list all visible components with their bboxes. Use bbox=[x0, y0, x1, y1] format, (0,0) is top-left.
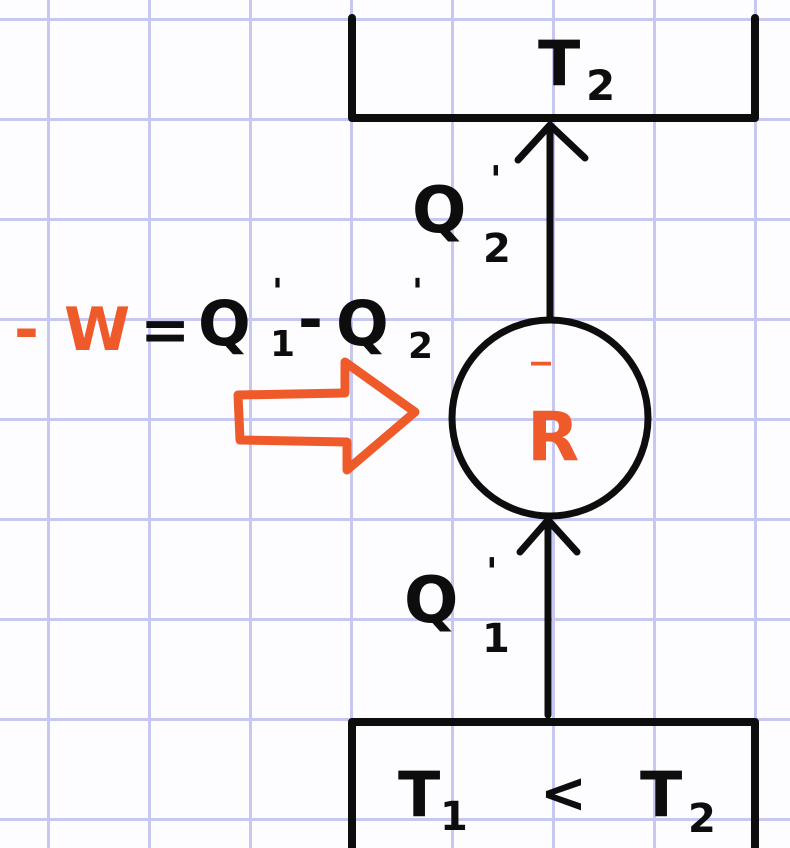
work-symbol: W bbox=[64, 295, 131, 365]
heat-in-symbol: Q bbox=[404, 564, 459, 638]
hot-reservoir-subscript: 2 bbox=[586, 61, 616, 110]
heat-out-subscript: 2 bbox=[483, 226, 511, 272]
cold-reservoir-subscript: 1 bbox=[440, 794, 468, 840]
heat-in-subscript: 1 bbox=[482, 616, 510, 662]
q2-symbol: Q bbox=[336, 287, 389, 360]
compare-subscript: 2 bbox=[688, 796, 716, 842]
minus-sign: - bbox=[298, 285, 323, 355]
equals-sign: = bbox=[140, 295, 191, 365]
work-sign: - bbox=[14, 295, 39, 365]
engine bbox=[452, 320, 648, 516]
heat-out-arrow bbox=[518, 125, 585, 318]
q1-subscript: 1 bbox=[270, 324, 296, 365]
hot-reservoir bbox=[352, 18, 755, 118]
heat-out-label bbox=[412, 158, 511, 272]
q1-symbol: Q bbox=[198, 287, 251, 360]
heat-in-prime: ' bbox=[486, 550, 498, 594]
heat-out-prime: ' bbox=[490, 158, 502, 202]
q2-prime: ' bbox=[412, 272, 424, 313]
engine-bar: ‾ bbox=[531, 356, 551, 402]
work-equation bbox=[14, 272, 433, 367]
q2-subscript: 2 bbox=[408, 326, 434, 367]
q1-prime: ' bbox=[272, 272, 284, 313]
heat-in-label bbox=[404, 550, 510, 662]
compare-temperature: T bbox=[640, 758, 683, 831]
cold-reservoir bbox=[352, 722, 755, 848]
engine-label: R bbox=[527, 398, 580, 477]
heat-in-arrow bbox=[520, 520, 577, 715]
temperature-relation: < bbox=[540, 761, 587, 826]
cold-reservoir-temperature: T bbox=[398, 758, 441, 831]
hot-reservoir-temperature: T bbox=[538, 27, 581, 100]
heat-out-symbol: Q bbox=[412, 174, 467, 248]
work-input-arrow bbox=[238, 362, 415, 470]
